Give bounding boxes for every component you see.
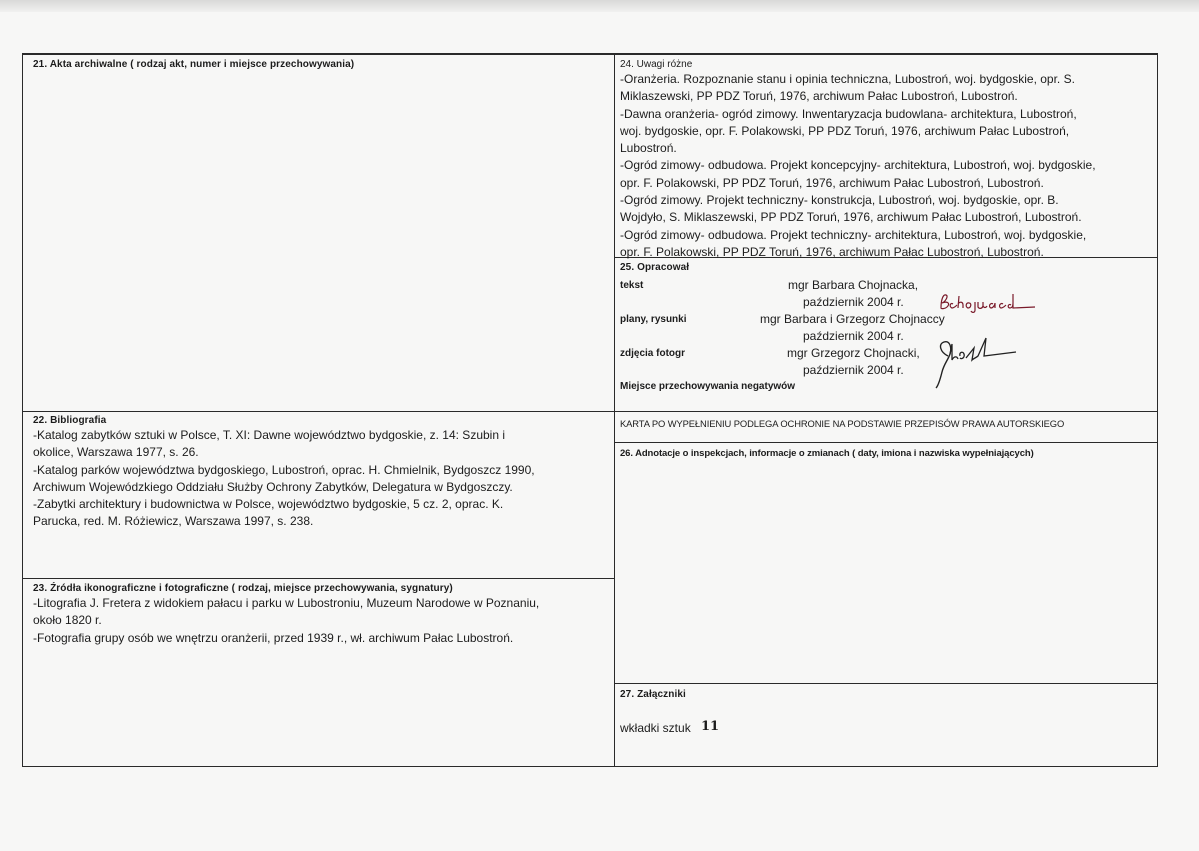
bottom-rule: [22, 766, 1158, 767]
top-rule: [22, 53, 1158, 55]
remarks-line: -Ogród zimowy- odbudowa. Projekt koncepcyjny- architektura, Lubostroń, woj. bydgoskie,: [620, 158, 1096, 173]
wkladki-label: wkładki sztuk: [620, 721, 691, 735]
section-24-header: 24. Uwagi różne: [620, 59, 693, 70]
remarks-list: [620, 71, 1155, 261]
remarks-line: -Ogród zimowy- odbudowa. Projekt techniczny- architektura, Lubostroń, woj. bydgoskie,: [620, 227, 1087, 242]
plany-date: październik 2004 r.: [803, 329, 904, 343]
remarks-line: Miklaszewski, PP PDZ Toruń, 1976, archiwum Pałac Lubostroń, Lubostroń.: [620, 89, 1018, 104]
tekst-label: tekst: [620, 280, 644, 291]
wkladki-count: 11: [701, 719, 720, 734]
section-27: [620, 688, 1155, 701]
tekst-author: mgr Barbara Chojnacka,: [788, 278, 919, 292]
negatywy-label: Miejsce przechowywania negatywów: [620, 381, 796, 392]
bibliography-line: Archiwum Wojewódzkiego Oddziału Służby Ochrony Zabytków, Delegatura w Bydgoszczy.: [33, 479, 513, 494]
remarks-line: opr. F. Polakowski, PP PDZ Toruń, 1976, archiwum Pałac Lubostroń, Lubostroń.: [620, 244, 1044, 259]
rule-22: [22, 411, 1158, 412]
right-rule: [1157, 53, 1158, 767]
sources-line: -Litografia J. Fretera z widokiem pałacu i parku w Lubostroniu, Muzeum Narodowe w Poznaniu,: [33, 596, 540, 610]
section-23-header: 23. Źródła ikonograficzne i fotograficzne ( rodzaj, miejsce przechowywania, sygnatury): [33, 583, 453, 594]
plany-author: mgr Barbara i Grzegorz Chojnaccy: [760, 312, 945, 326]
sources-line: około 1820 r.: [33, 613, 102, 628]
section-26-header: 26. Adnotacje o inspekcjach, informacje o zmianach ( daty, imiona i nazwiska wypełniających): [620, 448, 1034, 459]
plany-label: plany, rysunki: [620, 314, 687, 325]
remarks-line: Wojdyło, S. Miklaszewski, PP PDZ Toruń, 1976, archiwum Pałac Lubostroń, Lubostroń.: [620, 210, 1082, 225]
remarks-line: -Ogród zimowy. Projekt techniczny- konstrukcja, Lubostroń, woj. bydgoskie, opr. B.: [620, 193, 1059, 208]
bibliography-line: Parucka, red. M. Różiewicz, Warszawa 1997, s. 238.: [33, 514, 314, 529]
section-25-header: 25. Opracował: [620, 262, 690, 273]
bibliography-line: -Katalog parków województwa bydgoskiego, Lubostroń, oprac. H. Chmielnik, Bydgoszcz 1990,: [33, 462, 535, 477]
section-22: [33, 414, 608, 531]
section-24: [620, 58, 1155, 261]
rule-26: [614, 442, 1158, 443]
section-23: [33, 582, 608, 647]
section-21: [33, 58, 603, 71]
remarks-line: Lubostroń.: [620, 141, 677, 156]
rule-23: [22, 578, 614, 579]
rule-27: [614, 683, 1158, 684]
sources-line: -Fotografia grupy osób we wnętrzu oranżerii, przed 1939 r., wł. archiwum Pałac Lubostroń.: [33, 630, 514, 645]
remarks-line: opr. F. Polakowski, PP PDZ Toruń, 1976, archiwum Pałac Lubostroń, Lubostroń.: [620, 175, 1044, 190]
signature-chojnacki: [930, 334, 1020, 390]
zdjecia-author: mgr Grzegorz Chojnacki,: [787, 346, 920, 360]
bibliography-line: -Katalog zabytków sztuki w Polsce, T. XI: Dawne województwo bydgoskie, z. 14: Szubin i: [33, 428, 506, 442]
bibliography-line: -Zabytki architektury i budownictwa w Polsce, województwo bydgoskie, 5 cz. 2, oprac. K.: [33, 497, 504, 512]
remarks-line: woj. bydgoskie, opr. F. Polakowski, PP PDZ Toruń, 1976, archiwum Pałac Lubostroń,: [620, 123, 1070, 138]
remarks-line: -Oranżeria. Rozpoznanie stanu i opinia techniczna, Lubostroń, woj. bydgoskie, opr. S.: [620, 72, 1075, 86]
zdjecia-label: zdjęcia fotogr: [620, 348, 686, 359]
bibliography-list: [33, 427, 608, 531]
middle-rule: [614, 53, 615, 767]
section-22-header: 22. Bibliografia: [33, 415, 107, 426]
signature-chojnacka: [937, 290, 1037, 314]
remarks-line: -Dawna oranżeria- ogród zimowy. Inwentaryzacja budowlana- architektura, Lubostroń,: [620, 106, 1077, 121]
sources-list: [33, 595, 608, 647]
zdjecia-date: październik 2004 r.: [803, 363, 904, 377]
section-26: [620, 447, 1155, 460]
section-27-header: 27. Załączniki: [620, 689, 686, 700]
tekst-date: październik 2004 r.: [803, 295, 904, 309]
left-rule: [22, 53, 23, 767]
section-21-header: 21. Akta archiwalne ( rodzaj akt, numer i miejsce przechowywania): [33, 59, 355, 70]
copyright-notice: KARTA PO WYPEŁNIENIU PODLEGA OCHRONIE NA PODSTAWIE PRZEPISÓW PRAWA AUTORSKIEGO: [620, 418, 1065, 429]
bibliography-line: okolice, Warszawa 1977, s. 26.: [33, 445, 199, 460]
